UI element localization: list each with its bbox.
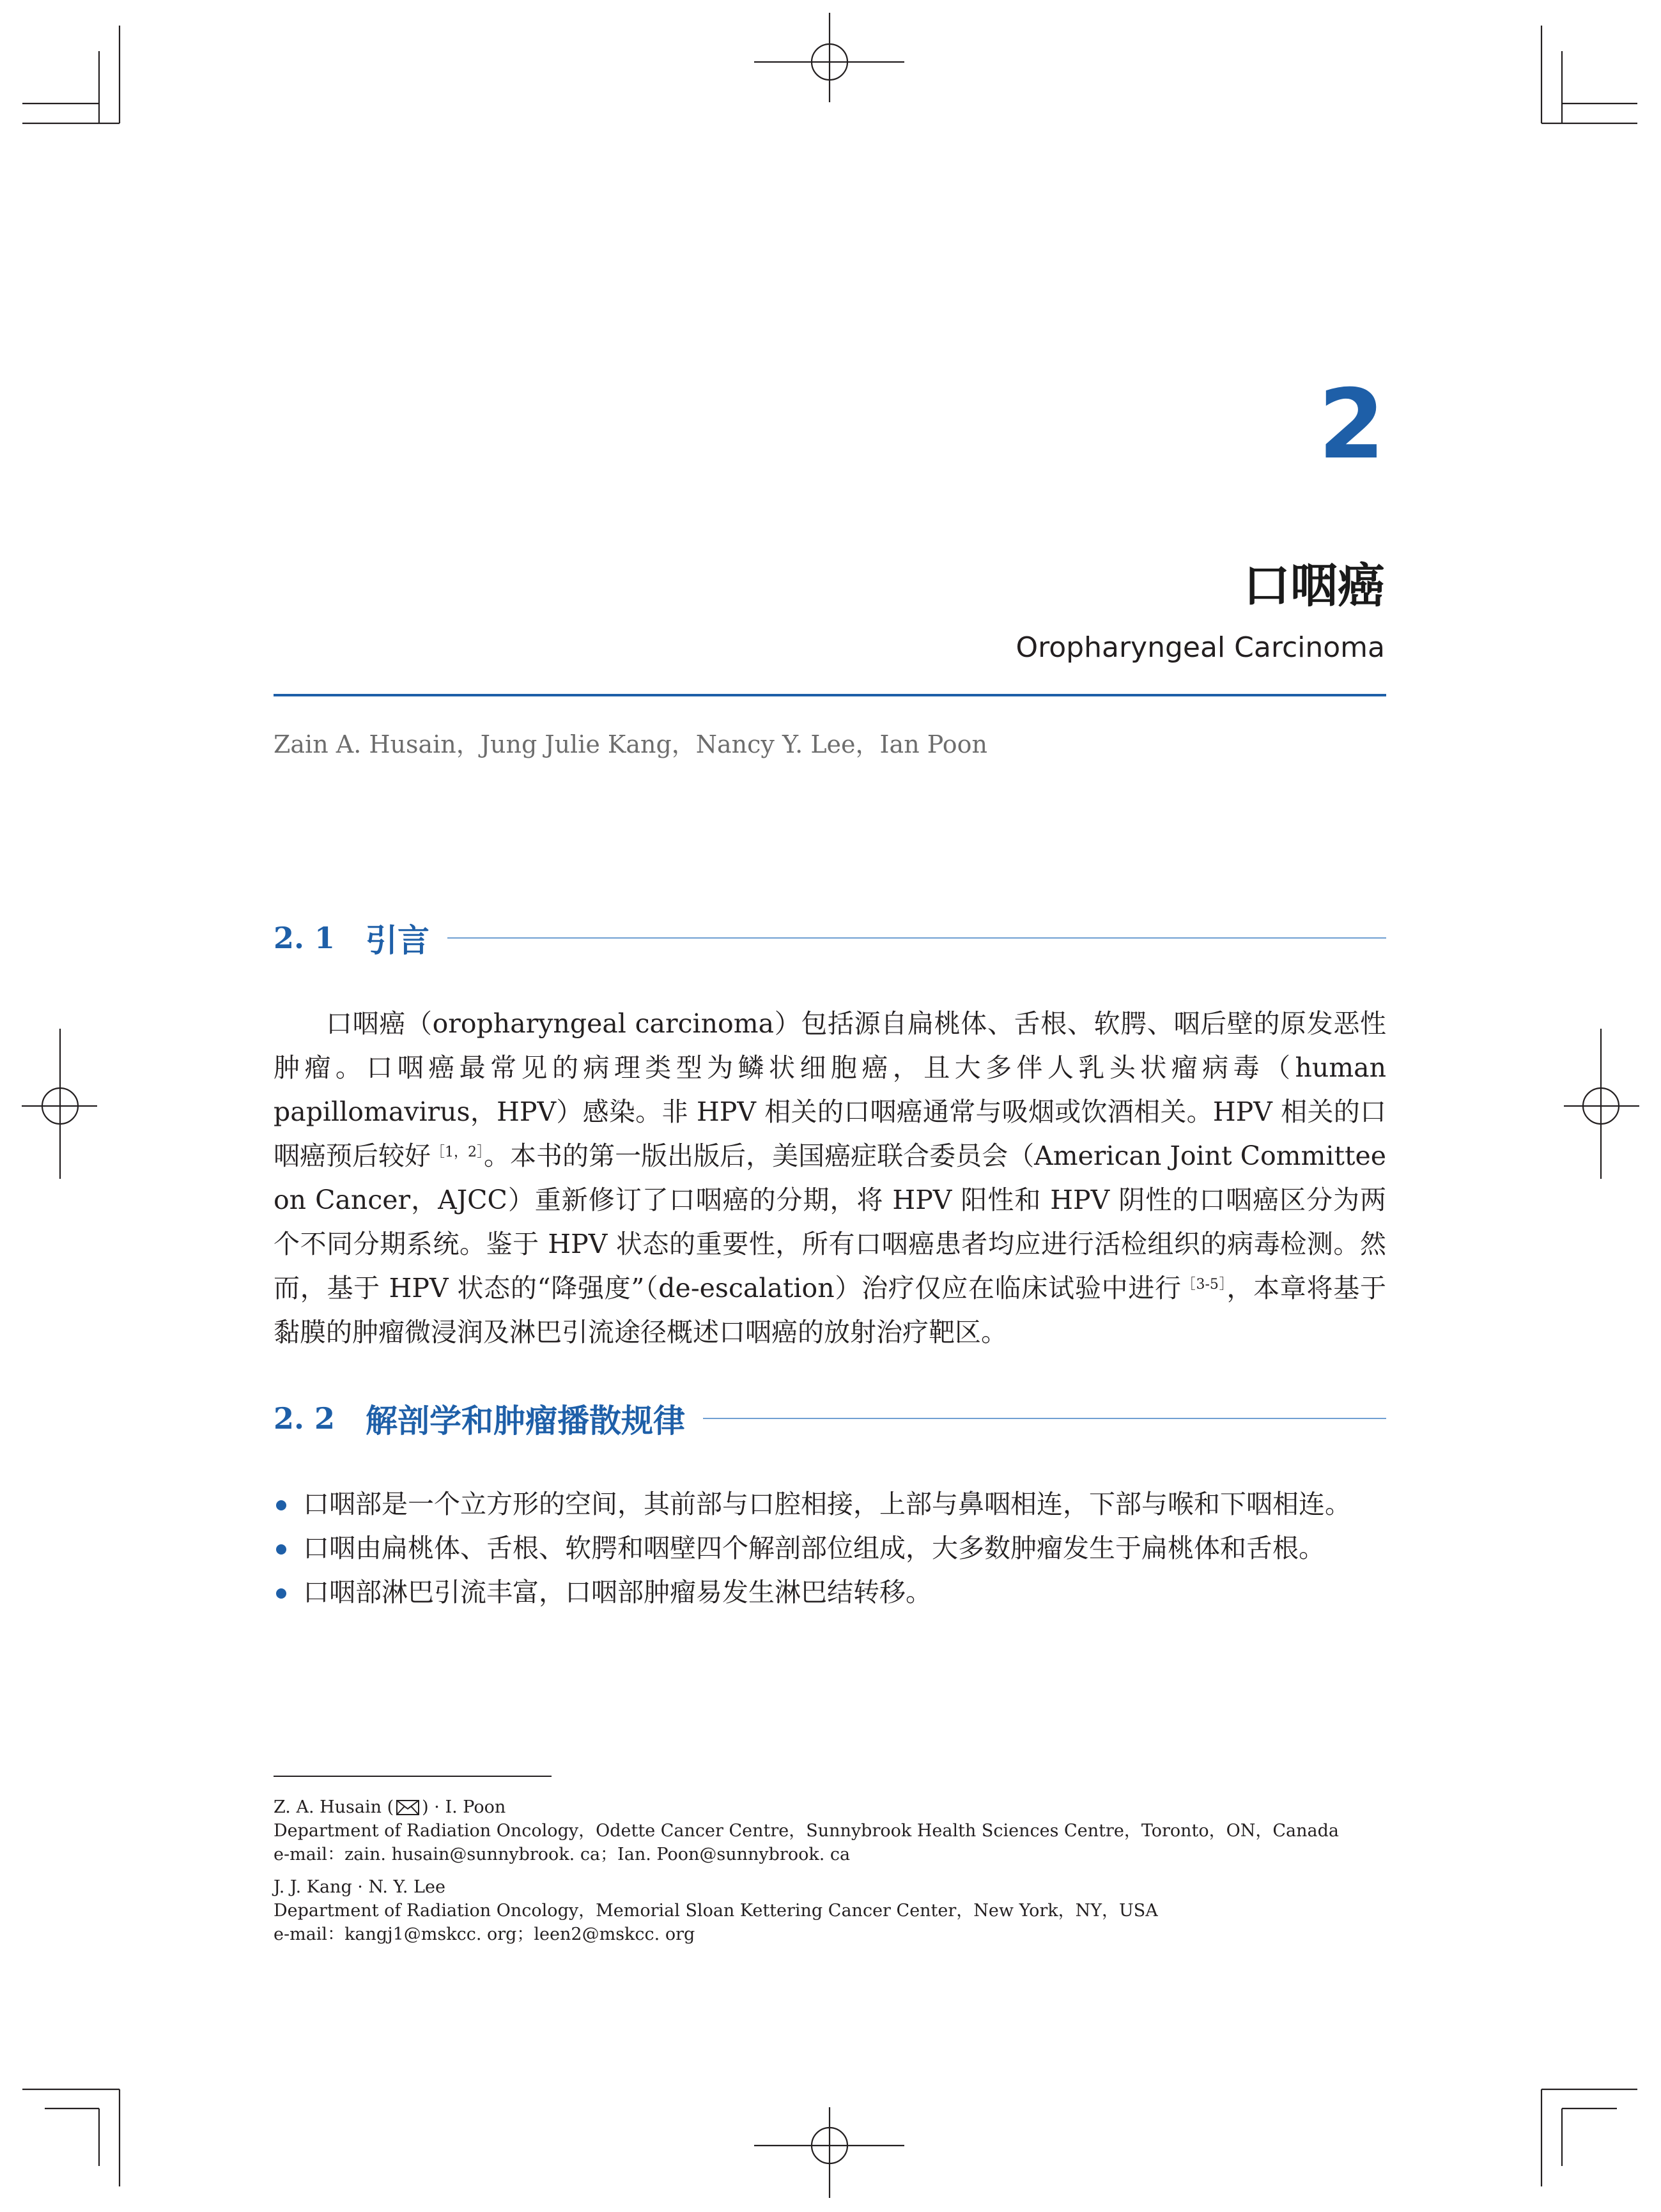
section-title: 引言 [366, 922, 430, 959]
registration-mark-bottom [754, 2107, 904, 2198]
crop-mark-bottom-left [22, 2089, 120, 2186]
list-item-text: 口咽部是一个立方形的空间，其前部与口腔相接，上部与鼻咽相连，下部与喉和下咽相连。 [303, 1489, 1351, 1519]
intro-text-1: 口咽癌（oropharyngeal carcinoma）包括源自扁桃体、舌根、软腭、咽后壁的原发恶性肿瘤。口咽癌最常见的病理类型为鳞状细胞癌，且大多伴人乳头状瘤病毒（human papillomavirus，HPV）感染。非 HPV 相关的口咽癌通常与吸烟或饮酒相关。HPV 相关的口咽癌预后较好 [274, 1008, 1386, 1171]
chapter-title-zh: 口咽癌 [1243, 558, 1385, 613]
footnote-rule [274, 1776, 552, 1777]
bullet-icon [276, 1588, 286, 1599]
section-number: 2. 2 [274, 1401, 336, 1436]
author-list: Zain A. Husain，Jung Julie Kang，Nancy Y. Lee，Ian Poon [274, 730, 988, 758]
list-item-text: 口咽由扁桃体、舌根、软腭和咽壁四个解剖部位组成，大多数肿瘤发生于扁桃体和舌根。 [303, 1533, 1325, 1563]
affiliation-department: Department of Radiation Oncology，Memorial Sloan Kettering Cancer Center，New York，NY，USA [274, 1901, 1158, 1921]
bullet-icon [276, 1544, 286, 1555]
section-rule [447, 937, 1386, 939]
anatomy-bullet-list [274, 1482, 1386, 1615]
list-item-text: 口咽部淋巴引流丰富，口咽部肿瘤易发生淋巴结转移。 [303, 1577, 932, 1608]
affiliation-department: Department of Radiation Oncology，Odette Cancer Centre，Sunnybrook Health Sciences Centre，Toronto，ON，Canada [274, 1821, 1340, 1841]
affiliation-block-mskcc [274, 1875, 1386, 1946]
header-rule [274, 694, 1386, 696]
crop-mark-bottom-right [1541, 2089, 1637, 2186]
registration-mark-right [1564, 1029, 1639, 1179]
registration-mark-left [22, 1029, 97, 1179]
affiliation-names: J. J. Kang · N. Y. Lee [274, 1877, 445, 1897]
crop-mark-top-left [22, 26, 120, 123]
section-heading-introduction [274, 915, 1386, 961]
affiliation-names: Z. A. Husain ( ) · I. Poon [274, 1797, 506, 1817]
intro-text-3: ，本章将基于黏膜的肿瘤微浸润及淋巴引流途径概述口咽癌的放射治疗靶区。 [274, 1273, 1386, 1348]
affiliation-block-sunnybrook [274, 1795, 1386, 1866]
list-item [274, 1526, 1386, 1571]
section-number: 2. 1 [274, 921, 336, 955]
affiliation-email[interactable]: e-mail：zain. husain@sunnybrook. ca；Ian. Poon@sunnybrook. ca [274, 1845, 851, 1864]
citation-1-2[interactable]: ［1，2］ [431, 1144, 484, 1160]
registration-mark-top [754, 13, 904, 102]
author-affiliations [274, 1795, 1386, 1955]
chapter-number: 2 [1318, 369, 1385, 480]
bullet-icon [276, 1500, 286, 1510]
section-heading-anatomy [274, 1395, 1386, 1441]
section-rule [703, 1418, 1386, 1419]
affiliation-email[interactable]: e-mail：kangj1@mskcc. org；leen2@mskcc. org [274, 1924, 695, 1944]
citation-3-5[interactable]: ［3-5］ [1181, 1277, 1227, 1293]
list-item [274, 1571, 1386, 1615]
chapter-title-en: Oropharyngeal Carcinoma [1016, 631, 1385, 664]
crop-mark-top-right [1541, 26, 1637, 123]
intro-paragraph [274, 1002, 1386, 1355]
intro-text-2: 。本书的第一版出版后，美国癌症联合委员会（American Joint Committee on Cancer，AJCC）重新修订了口咽癌的分期，将 HPV 阳性和 HPV 阴性的口咽癌区分为两个不同分期系统。鉴于 HPV 状态的重要性，所有口咽癌患者均应进行活检组织的病毒检测。然而，基于 HPV 状态的“降强度”（de-escalation）治疗仅应在临床试验中进行 [274, 1141, 1386, 1303]
section-title: 解剖学和肿瘤播散规律 [366, 1402, 686, 1440]
list-item [274, 1482, 1386, 1526]
envelope-icon[interactable] [396, 1800, 419, 1815]
